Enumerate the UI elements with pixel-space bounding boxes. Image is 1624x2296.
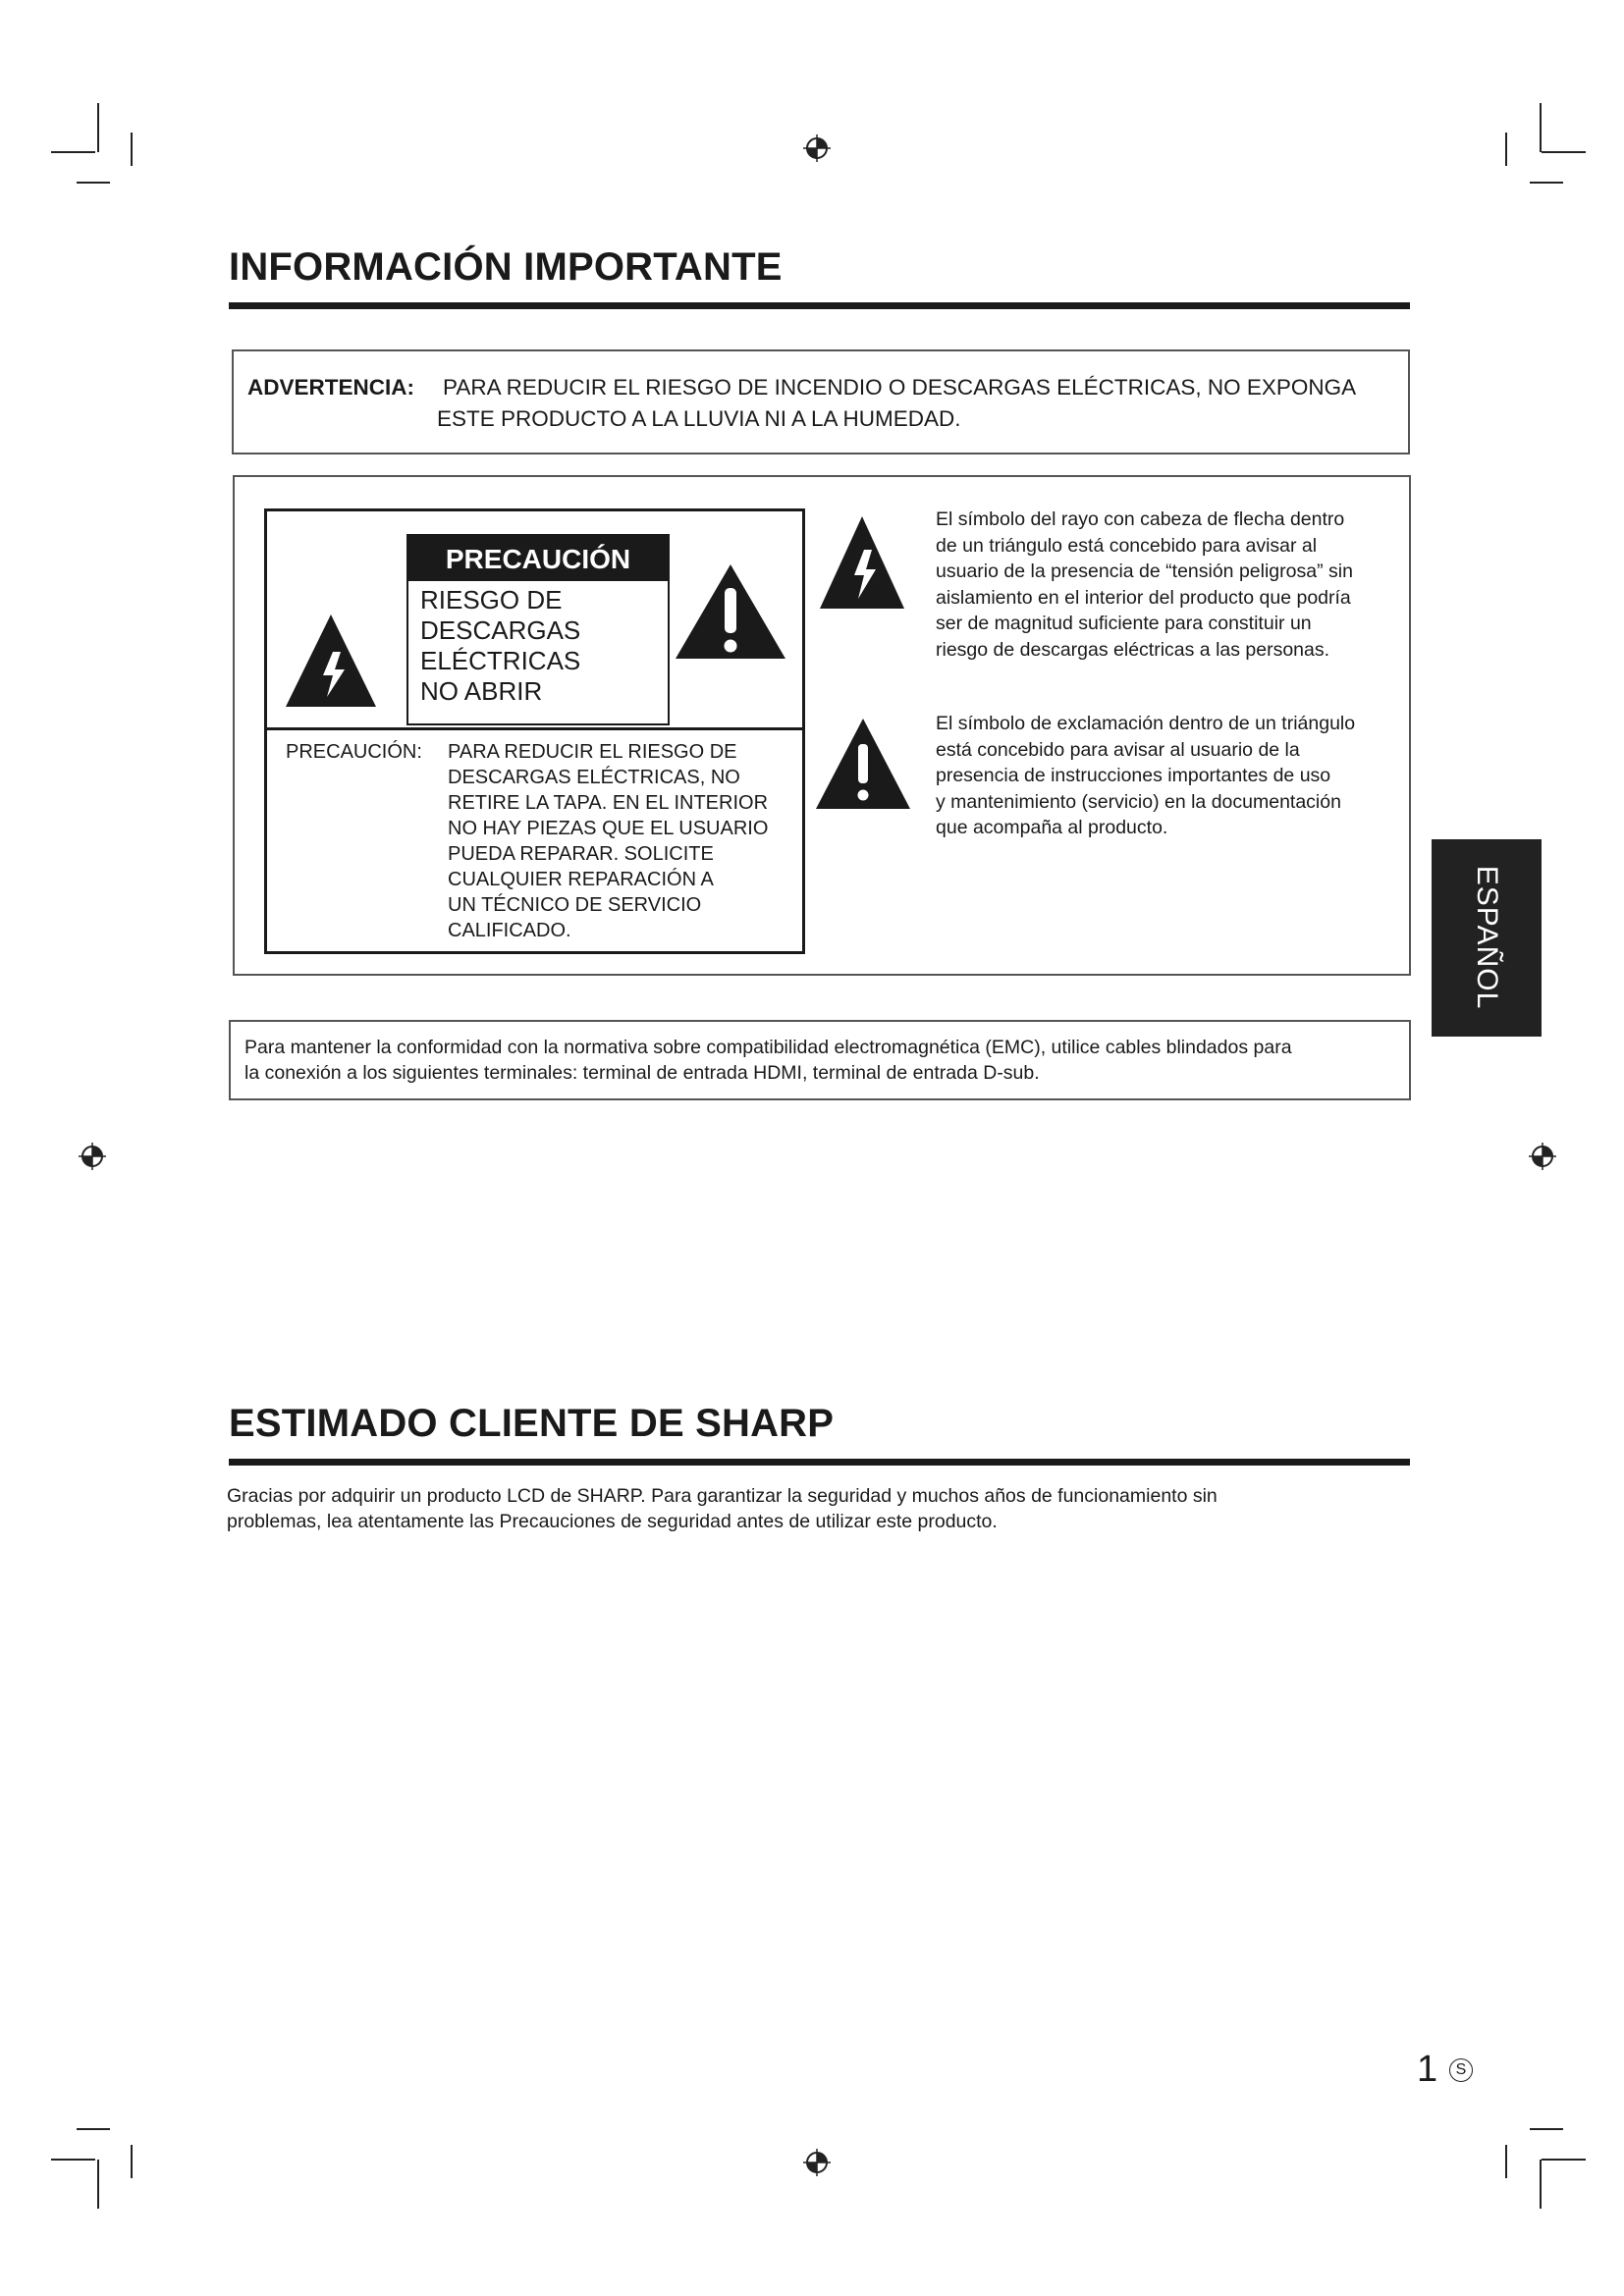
description-line: El símbolo del rayo con cabeza de flecha dentro (936, 508, 1345, 530)
description-line: El símbolo de exclamación dentro de un triángulo (936, 713, 1356, 734)
description-line: riesgo de descargas eléctricas a las personas. (936, 638, 1330, 661)
warning-label: ADVERTENCIA: (247, 375, 415, 400)
description-line: que acompaña al producto. (936, 817, 1168, 838)
warning-text-line: ESTE PRODUCTO A LA LLUVIA NI A LA HUMEDAD. (437, 406, 961, 431)
caution-sticker (406, 534, 670, 725)
emc-text-line: Para mantener la conformidad con la normativa sobre compatibilidad electromagnética (EMC), utilice cables blindados para (244, 1037, 1292, 1058)
caution-text-line: DESCARGAS ELÉCTRICAS, NO (448, 767, 740, 788)
caution-text-label: PRECAUCIÓN: (286, 741, 422, 763)
intro-paragraph (227, 1483, 1218, 1534)
description-line: ser de magnitud suficiente para constituir un (936, 613, 1312, 634)
caution-text-line: CUALQUIER REPARACIÓN A (448, 869, 714, 890)
registration-mark-icon (803, 134, 831, 162)
language-badge: S (1449, 2058, 1473, 2082)
description-line: aislamiento en el interior del producto que podría (936, 586, 1351, 609)
caution-text-line: CALIFICADO. (448, 920, 571, 941)
caution-label-panel (264, 508, 805, 954)
divider (267, 727, 802, 730)
caution-text-line: RETIRE LA TAPA. EN EL INTERIOR (448, 792, 769, 814)
caution-text-line: PARA REDUCIR EL RIESGO DE (448, 741, 737, 763)
registration-mark-icon (803, 2149, 831, 2176)
warning-box (232, 349, 1410, 454)
caution-text-line: UN TÉCNICO DE SERVICIO (448, 894, 702, 916)
caution-text-line: PUEDA REPARAR. SOLICITE (448, 843, 714, 865)
registration-mark-icon (1529, 1143, 1556, 1170)
description-line: está concebido para avisar al usuario de la (936, 738, 1300, 761)
language-tab-label: ESPAÑOL (1471, 865, 1503, 1010)
lightning-description (936, 507, 1353, 663)
emc-text-line: la conexión a los siguientes terminales: terminal de entrada HDMI, terminal de entrada D-sub. (244, 1062, 1040, 1084)
title-rule (229, 302, 1410, 309)
emc-notice-box (229, 1020, 1411, 1100)
title-rule (229, 1459, 1410, 1466)
caution-sticker-line: DESCARGAS (420, 615, 581, 645)
description-line: presencia de instrucciones importantes de uso (936, 765, 1331, 786)
registration-mark-icon (79, 1143, 106, 1170)
description-line: usuario de la presencia de “tensión peligrosa” sin (936, 561, 1353, 582)
exclamation-description (936, 711, 1355, 841)
exclamation-triangle-icon (674, 562, 787, 661)
section-title: ESTIMADO CLIENTE DE SHARP (229, 1402, 835, 1445)
exclamation-triangle-icon (814, 717, 912, 811)
section-title: INFORMACIÓN IMPORTANTE (229, 245, 783, 289)
description-line: de un triángulo está concebido para avisar al (936, 534, 1318, 557)
lightning-triangle-icon (818, 514, 906, 611)
caution-sticker-line: NO ABRIR (420, 676, 543, 706)
caution-sticker-header: PRECAUCIÓN (408, 536, 668, 581)
intro-line: problemas, lea atentamente las Precauciones de seguridad antes de utilizar este producto. (227, 1511, 998, 1532)
caution-section (233, 475, 1411, 976)
page-number: 1 (1417, 2049, 1438, 2090)
language-tab (1432, 839, 1542, 1037)
caution-text-line: NO HAY PIEZAS QUE EL USUARIO (448, 818, 769, 839)
caution-sticker-line: RIESGO DE (420, 585, 563, 614)
intro-line: Gracias por adquirir un producto LCD de SHARP. Para garantizar la seguridad y muchos años de funcionamiento sin (227, 1485, 1218, 1507)
caution-sticker-line: ELÉCTRICAS (420, 646, 581, 675)
lightning-triangle-icon (284, 613, 378, 709)
warning-text-line: PARA REDUCIR EL RIESGO DE INCENDIO O DESCARGAS ELÉCTRICAS, NO EXPONGA (443, 375, 1357, 400)
description-line: y mantenimiento (servicio) en la documentación (936, 790, 1341, 813)
